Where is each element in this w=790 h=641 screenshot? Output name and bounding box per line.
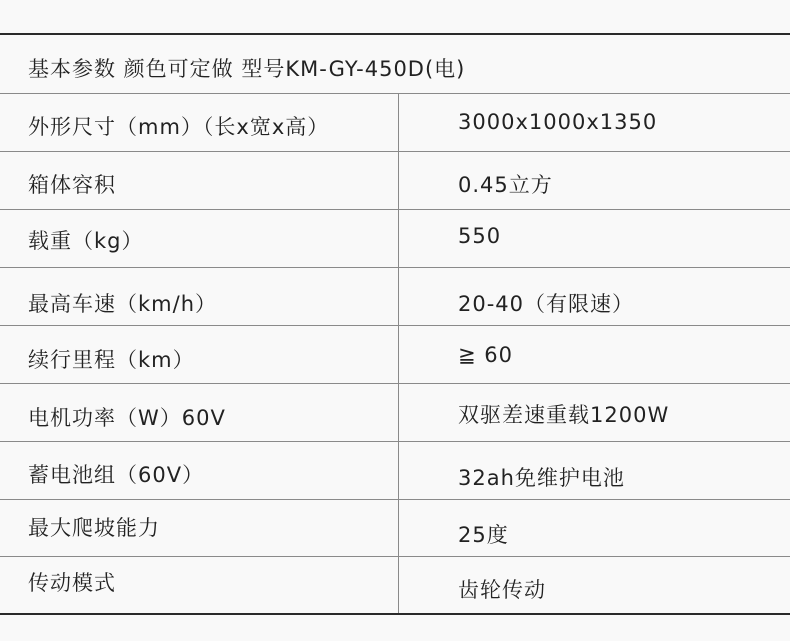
table-title: 基本参数 颜色可定做 型号KM-GY-450D(电) <box>28 57 466 81</box>
table-row <box>0 268 790 326</box>
row-label-max-speed: 最高车速（km/h） <box>28 292 218 316</box>
table-row <box>0 210 790 268</box>
column-divider <box>398 94 399 151</box>
column-divider <box>398 442 399 499</box>
row-label-motor-power: 电机功率（W）60V <box>28 406 226 430</box>
row-value-max-speed: 20-40（有限速） <box>458 292 635 316</box>
table-row <box>0 384 790 442</box>
table-row <box>0 442 790 500</box>
row-value-transmission: 齿轮传动 <box>458 578 546 602</box>
row-value-battery: 32ah免维护电池 <box>458 466 625 490</box>
column-divider <box>398 268 399 325</box>
row-value-gradeability: 25度 <box>458 523 509 547</box>
table-row <box>0 557 790 613</box>
table-row <box>0 500 790 557</box>
column-divider <box>398 384 399 441</box>
spec-table <box>0 33 790 615</box>
row-value-motor-power: 双驱差速重载1200W <box>458 403 670 427</box>
row-label-load: 载重（kg） <box>28 229 144 253</box>
column-divider <box>398 152 399 209</box>
column-divider <box>398 210 399 267</box>
table-title-row <box>0 35 790 94</box>
row-value-load: 550 <box>458 224 502 248</box>
row-value-range: ≧ 60 <box>458 343 513 367</box>
row-label-battery: 蓄电池组（60V） <box>28 463 205 487</box>
row-label-transmission: 传动模式 <box>28 571 116 595</box>
table-row <box>0 326 790 384</box>
column-divider <box>398 557 399 613</box>
row-label-dimensions: 外形尺寸（mm）（长x宽x高） <box>28 115 330 139</box>
table-row <box>0 152 790 210</box>
table-row <box>0 94 790 152</box>
row-value-dimensions: 3000x1000x1350 <box>458 110 658 134</box>
row-label-range: 续行里程（km） <box>28 348 195 372</box>
row-label-gradeability: 最大爬坡能力 <box>28 516 160 540</box>
column-divider <box>398 326 399 383</box>
row-value-volume: 0.45立方 <box>458 173 553 197</box>
row-label-volume: 箱体容积 <box>28 173 116 197</box>
column-divider <box>398 500 399 556</box>
